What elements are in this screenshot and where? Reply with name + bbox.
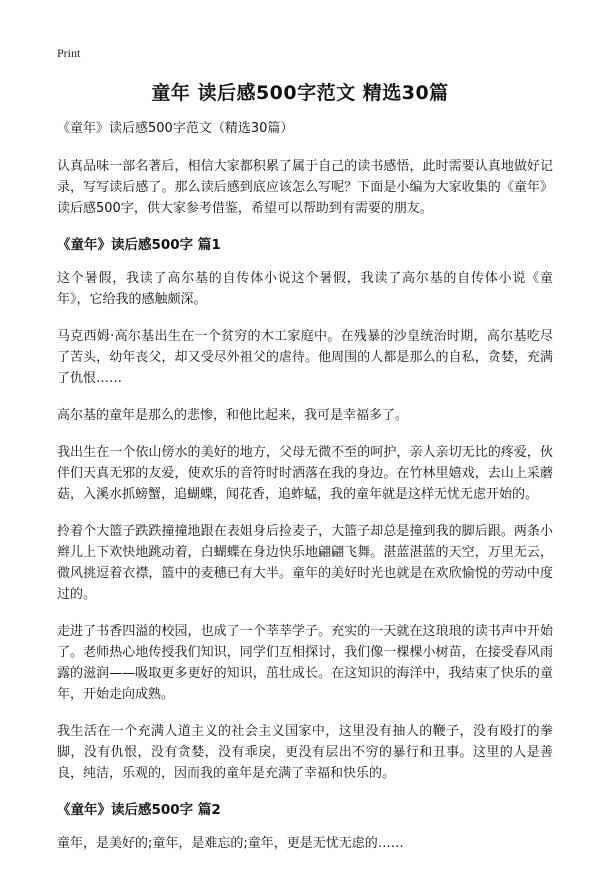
paragraph: 马克西姆·高尔基出生在一个贫穷的木工家庭中。在残暴的沙皇统治时期，高尔基吃尽了苦头，幼年丧父，却又受尽外祖父的虐待。他周围的人都是那么的自私，贪婪，充满了仇恨…… <box>57 329 553 386</box>
paragraph: 高尔基的童年是那么的悲惨，和他比起来，我可是幸福多了。 <box>57 408 409 423</box>
article-body <box>57 118 553 870</box>
section-heading-2: 《童年》读后感500字 篇2 <box>57 802 221 818</box>
paragraph: 童年，是美好的;童年，是难忘的;童年，更是无忧无虑的…… <box>57 836 404 851</box>
print-link[interactable]: Print <box>57 46 81 60</box>
paragraph: 我生活在一个充满人道主义的社会主义国家中，这里没有抽人的鞭子，没有殴打的拳脚，没有仇恨，没有贪婪，没有乖戾，更没有层出不穷的暴行和丑事。这里的人是善良，纯洁，乐观的，因而我的童年是充满了幸福和快乐的。 <box>57 724 553 781</box>
paragraph: 走进了书香四溢的校园，也成了一个莘莘学子。充实的一天就在这琅琅的读书声中开始了。老师热心地传授我们知识，同学们互相探讨，我们像一棵棵小树苗，在接受春风雨露的滋润——吸取更多更好的知识，茁壮成长。在这知识的海洋中，我结束了快乐的童年，开始走向成熟。 <box>57 624 553 702</box>
intro-paragraph: 认真品味一部名著后，相信大家都积累了属于自己的读书感悟，此时需要认真地做好记录，写写读后感了。那么读后感到底应该怎么写呢？下面是小编为大家收集的《童年》读后感500字，供大家参考借鉴，希望可以帮助到有需要的朋友。 <box>57 159 553 216</box>
article-subtitle: 《童年》读后感500字范文（精选30篇） <box>57 121 294 136</box>
paragraph: 拎着个大篮子跌跌撞撞地跟在表姐身后捡麦子，大篮子却总是撞到我的脚后跟。两条小辫儿上下欢快地跳动着，白蝴蝶在身边快乐地翩翩飞舞。湛蓝湛蓝的天空，万里无云，微风挑逗着衣襟，篮中的麦穗已有大半。童年的美好时光也就是在欢欣愉悦的劳动中度过的。 <box>57 524 553 602</box>
paragraph: 我出生在一个依山傍水的美好的地方，父母无微不至的呵护，亲人亲切无比的疼爱，伙伴们天真无邪的友爱，使欢乐的音符时时洒落在我的身边。在竹林里嬉戏，去山上采蘑菇，入溪水抓螃蟹，追蝴蝶，闻花香，追蚱蜢，我的童年就是这样无忧无虑开始的。 <box>57 445 553 502</box>
paragraph: 这个暑假，我读了高尔基的自传体小说这个暑假，我读了高尔基的自传体小说《童年》，它给我的感触颇深。 <box>57 271 553 307</box>
page-title: 童年 读后感500字范文 精选30篇 <box>151 82 449 104</box>
section-heading-1: 《童年》读后感500字 篇1 <box>57 237 221 253</box>
